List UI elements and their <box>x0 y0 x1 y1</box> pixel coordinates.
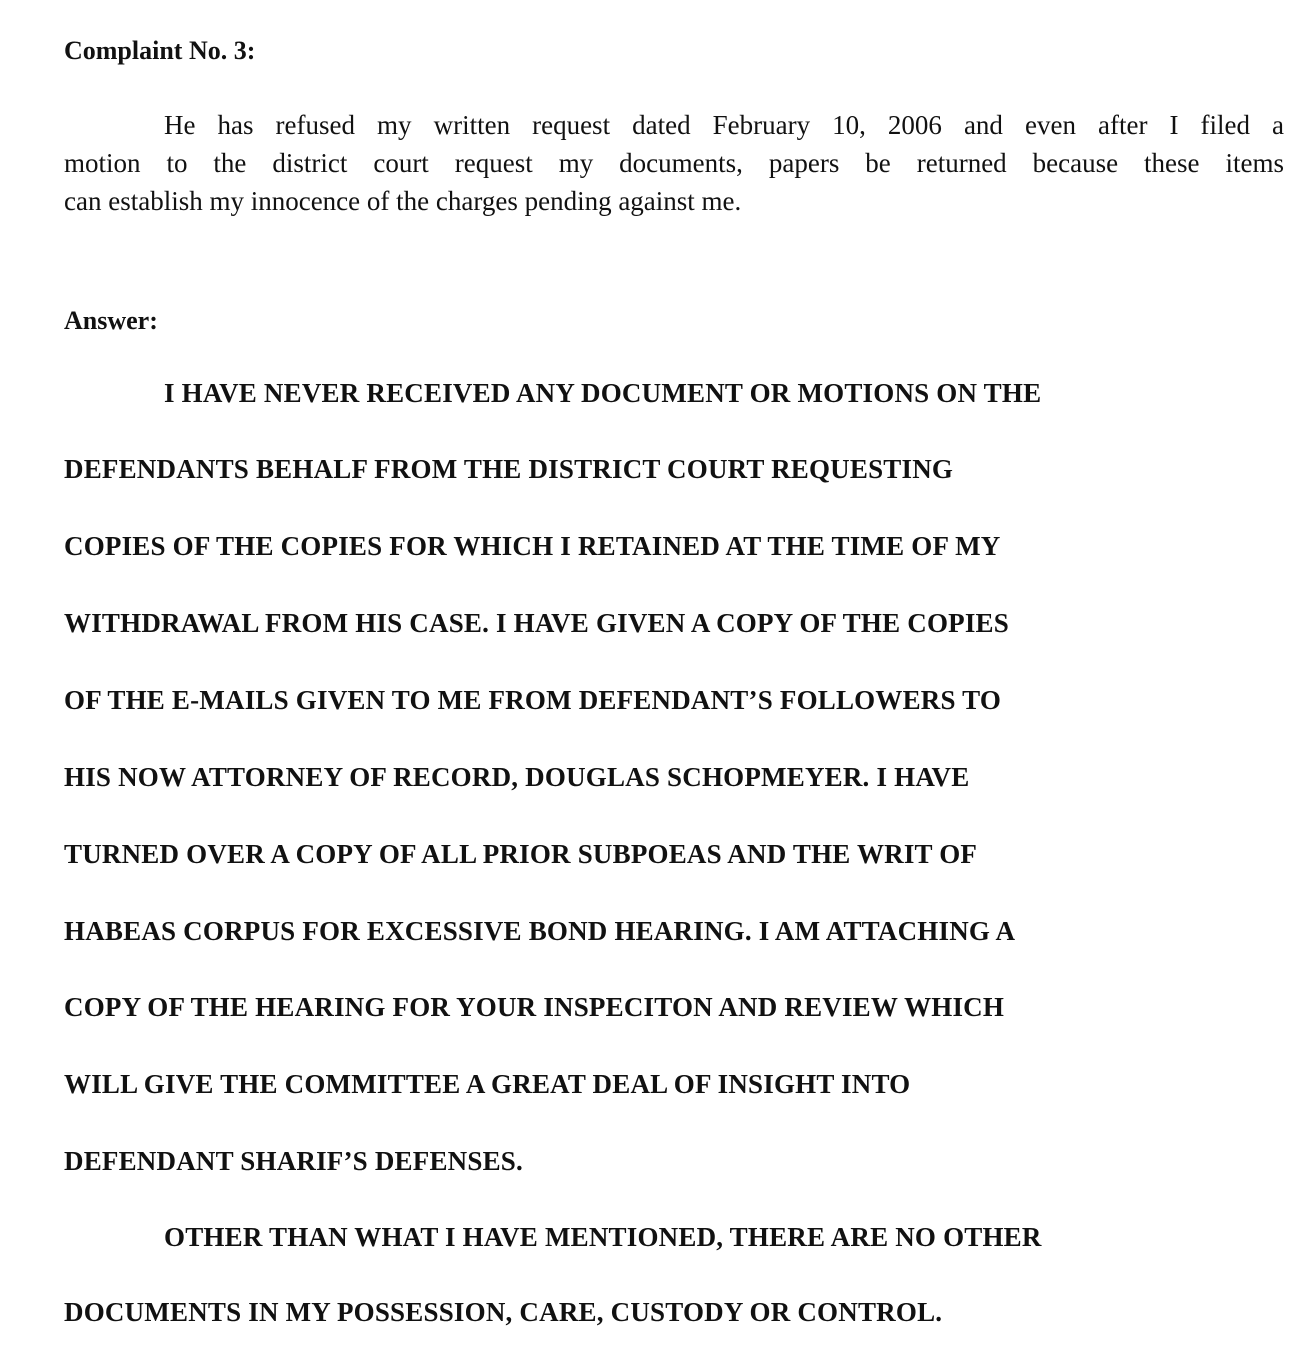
answer-line: DEFENDANTS BEHALF FROM THE DISTRICT COURT REQUESTING <box>64 454 954 484</box>
answer-line: TURNED OVER A COPY OF ALL PRIOR SUBPOEAS AND THE WRIT OF <box>64 839 978 869</box>
answer-line: DEFENDANT SHARIF’S DEFENSES. <box>64 1146 523 1176</box>
complaint-heading: Complaint No. 3: <box>64 36 256 65</box>
answer-line: I HAVE NEVER RECEIVED ANY DOCUMENT OR MOTIONS ON THE <box>164 378 1042 408</box>
answer-line: COPY OF THE HEARING FOR YOUR INSPECITON AND REVIEW WHICH <box>64 992 1005 1022</box>
answer-line: DOCUMENTS IN MY POSSESSION, CARE, CUSTODY OR CONTROL. <box>64 1297 943 1327</box>
answer-line: OF THE E-MAILS GIVEN TO ME FROM DEFENDANT’S FOLLOWERS TO <box>64 685 1002 715</box>
answer-line: WITHDRAWAL FROM HIS CASE. I HAVE GIVEN A COPY OF THE COPIES <box>64 608 1009 638</box>
answer-line: HABEAS CORPUS FOR EXCESSIVE BOND HEARING. I AM ATTACHING A <box>64 916 1016 946</box>
answer-line: HIS NOW ATTORNEY OF RECORD, DOUGLAS SCHOPMEYER. I HAVE <box>64 762 970 792</box>
answer-line: COPIES OF THE COPIES FOR WHICH I RETAINED AT THE TIME OF MY <box>64 531 1001 561</box>
answer-heading: Answer: <box>64 306 158 335</box>
answer-line: WILL GIVE THE COMMITTEE A GREAT DEAL OF INSIGHT INTO <box>64 1069 911 1099</box>
complaint-line: can establish my innocence of the charges pending against me. <box>64 186 742 216</box>
complaint-line: He has refused my written request dated February 10, 2006 and even after I filed a <box>164 110 1284 140</box>
answer-line: OTHER THAN WHAT I HAVE MENTIONED, THERE ARE NO OTHER <box>164 1222 1042 1252</box>
complaint-line: motion to the district court request my documents, papers be returned because these items <box>64 148 1284 178</box>
